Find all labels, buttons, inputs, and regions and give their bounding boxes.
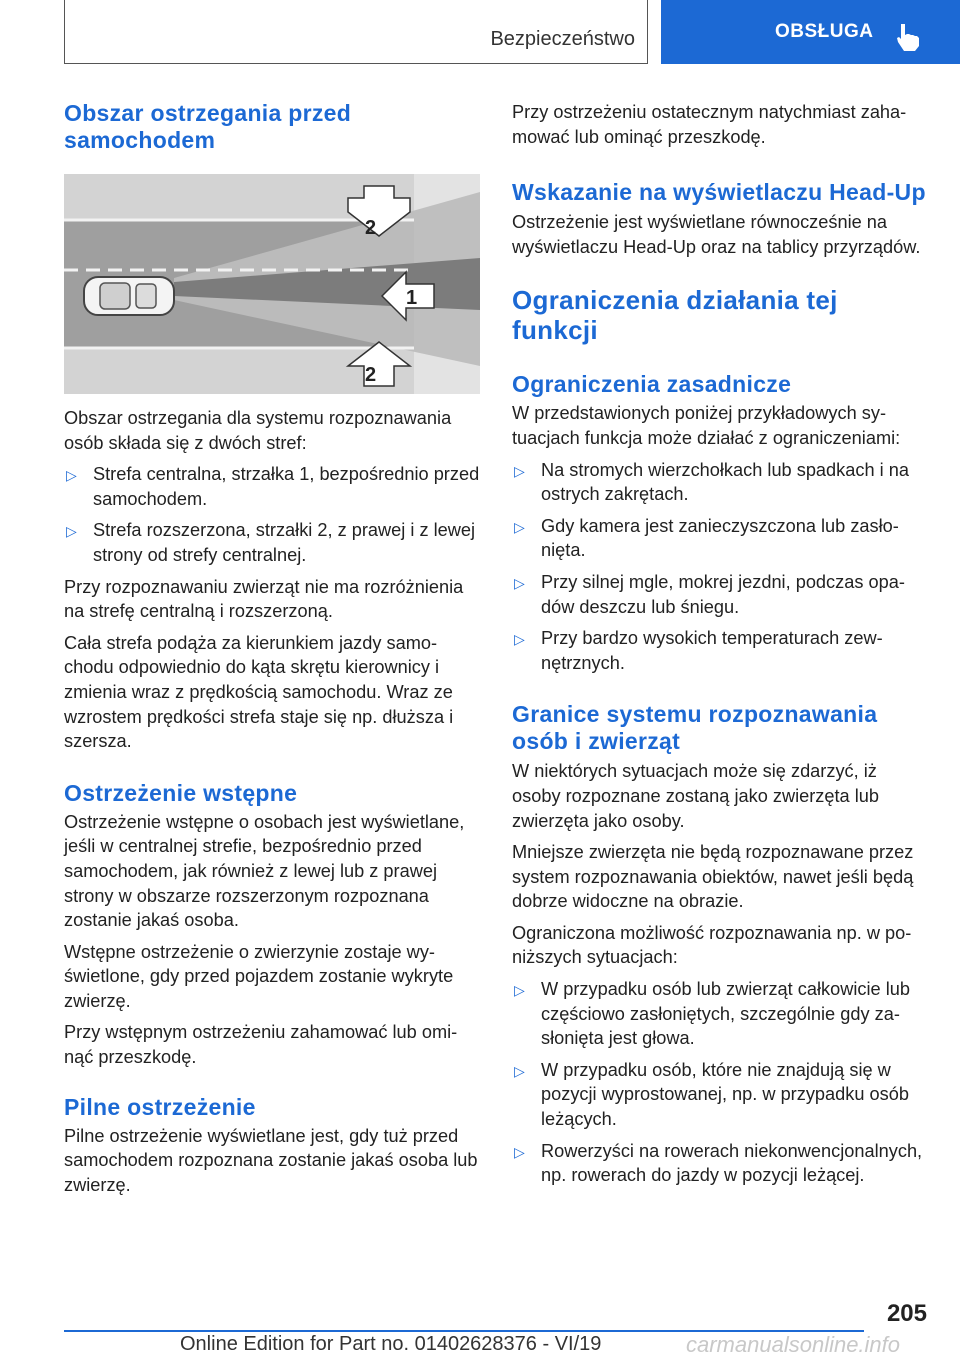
triangle-bullet-icon: ▷ [514,462,525,479]
hand-pointer-icon [895,22,923,52]
warning-zone-figure [64,174,480,394]
heading-urgent-warning: Pilne ostrzeżenie [64,1093,256,1120]
header-tab-obsluga[interactable] [661,0,960,64]
heading-warning-area: Obszar ostrzegania przed samochodem [64,100,352,153]
paragraph: Cała strefa podąża za kierunkiem jazdy samochodu odpowiednio do kąta skrętu kierownicy i zmienia wraz z prędkością samochodu. Wraz ze wzrostem prędkości strefa staje się np. dłuższa i szersza. [64,632,454,752]
footer-edition: Online Edition for Part no. 01402628376 - VI/19 [180,1333,602,1355]
arrow-1-label: 1 [406,287,418,309]
list-item: ▷ Gdy kamera jest zanieczyszczona lub zasłonięta. [514,515,899,561]
warning-zone-diagram [64,174,480,394]
left-column [64,100,480,1197]
triangle-bullet-icon: ▷ [514,1143,525,1160]
page-number: 205 [886,1300,927,1327]
header-tab-label: OBSŁUGA [775,21,874,42]
list-item: ▷ Przy silnej mgle, mokrej jezdni, podczas opadów deszczu lub śniegu. [514,571,905,617]
triangle-bullet-icon: ▷ [514,518,525,535]
paragraph: Wstępne ostrzeżenie o zwierzynie zostaje wyświetlone, gdy przed pojazdem zostanie wykryte zwierzę. [64,941,454,1011]
list-item: ▷ Strefa rozszerzona, strzałki 2, z prawej i z lewej strony od strefy centralnej. [66,520,476,565]
paragraph: W niektórych sytuacjach może się zdarzyć, iż osoby rozpoznane zostaną jako zwierzęta lub zwierzęta jako osoby. [512,761,880,831]
paragraph: Obszar ostrzegania dla systemu rozpoznawania osób składa się z dwóch stref: [64,408,452,453]
list-item: ▷ Przy bardzo wysokich temperaturach zewnętrznych. [514,628,883,673]
triangle-bullet-icon: ▷ [66,523,77,540]
paragraph: Ostrzeżenie jest wyświetlane równocześnie na wyświetlaczu Head-Up oraz na tablicy przyrządów. [512,212,921,257]
paragraph: Przy wstępnym ostrzeżeniu zahamować lub ominąć przeszkodę. [64,1022,458,1068]
list-item: ▷ W przypadku osób lub zwierząt całkowicie lub częściowo zasłoniętych, szczególnie gdy zasłonięta jest głowa. [514,979,910,1049]
arrow-2-bottom-label: 2 [365,364,377,386]
header-section-title: Bezpieczeństwo [490,28,635,50]
heading-head-up-display: Wskazanie na wyświetlaczu Head-Up [512,179,926,206]
arrow-2-top-label: 2 [365,217,377,239]
right-column [512,100,928,1188]
paragraph: W przedstawionych poniżej przykładowych sytuacjach funkcja może działać z ograniczeniami: [512,403,901,448]
heading-function-limits: Ograniczenia działania tej funkcji [512,285,838,346]
paragraph: Ograniczona możliwość rozpoznawania np. w poniższych sytuacjach: [512,922,912,968]
heading-pre-warning: Ostrzeżenie wstępne [64,779,298,806]
triangle-bullet-icon: ▷ [514,982,525,999]
triangle-bullet-icon: ▷ [514,631,525,648]
list-item: ▷ W przypadku osób, które nie znajdują się w pozycji wyprostowanej, np. w przypadku osób leżących. [514,1059,909,1130]
watermark: carmanualsonline.info [686,1332,901,1357]
list-item: ▷ Rowerzyści na rowerach niekonwencjonalnych, np. rowerach do jazdy w pozycji leżącej. [514,1140,923,1186]
list-item: ▷ Strefa centralna, strzałka 1, bezpośrednio przed samochodem. [66,464,480,509]
triangle-bullet-icon: ▷ [514,1062,525,1079]
heading-basic-limits: Ograniczenia zasadnicze [512,371,792,398]
triangle-bullet-icon: ▷ [514,574,525,591]
paragraph: Mniejsze zwierzęta nie będą rozpoznawane przez system rozpoznawania obiektów, nawet jeśli będą dobrze widoczne na obrazie. [512,842,914,912]
paragraph: Przy ostrzeżeniu ostatecznym natychmiast zahamować lub ominąć przeszkodę. [512,102,907,147]
heading-recognition-limits: Granice systemu rozpoznawania osób i zwierząt [512,701,878,755]
paragraph: Pilne ostrzeżenie wyświetlane jest, gdy tuż przed samochodem rozpoznana zostanie jakaś osoba lub zwierzę. [64,1125,478,1195]
paragraph: Ostrzeżenie wstępne o osobach jest wyświetlane, jeśli w centralnej strefie, bezpośrednio przed samochodem, jak również z lewej lub z prawej strony w obszarze rozszerzonym rozpoznana zostanie jakaś osoba. [64,811,465,931]
triangle-bullet-icon: ▷ [66,467,77,484]
paragraph: Przy rozpoznawaniu zwierząt nie ma rozróżnienia na strefę centralną i rozszerzoną. [64,576,464,622]
car-icon [84,277,174,315]
list-item: ▷ Na stromych wierzchołkach lub spadkach i na ostrych zakrętach. [514,459,909,505]
